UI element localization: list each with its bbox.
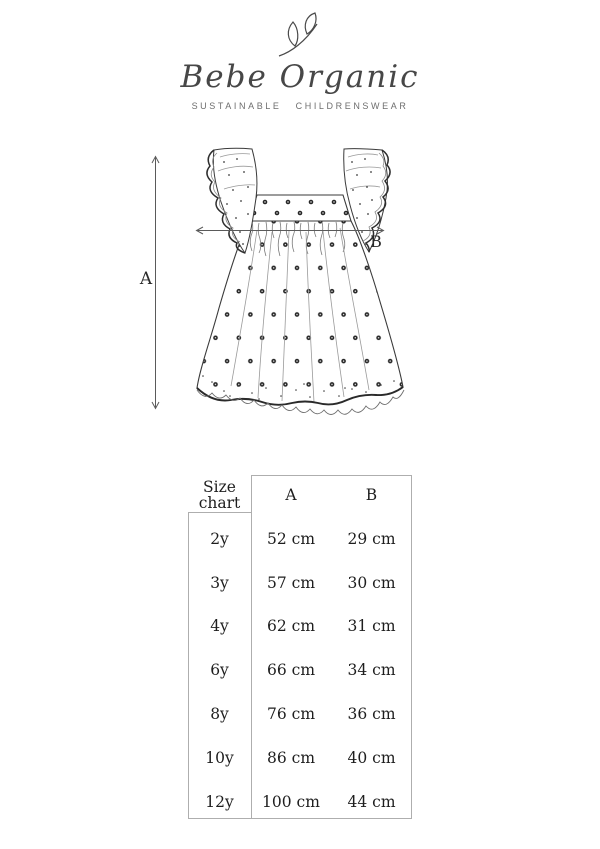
- table-header-size: Size chart: [198, 478, 241, 512]
- measurement-a-value: 57 cm: [266, 573, 316, 592]
- size-label: 2y: [210, 529, 229, 548]
- measurement-arrow-a: [152, 157, 159, 409]
- measurement-label-b: B: [370, 232, 382, 251]
- dress-illustration: [120, 135, 480, 435]
- measurement-b-value: 30 cm: [347, 573, 396, 592]
- table-header-a: A: [285, 486, 297, 504]
- measurement-b-value: 40 cm: [347, 748, 396, 767]
- measurement-label-a: A: [139, 269, 153, 289]
- size-label: 4y: [210, 617, 229, 636]
- table-header-b: B: [365, 486, 378, 504]
- size-label: 10y: [205, 748, 234, 767]
- measurement-a-value: 66 cm: [266, 661, 316, 680]
- size-chart-table: [188, 475, 412, 819]
- measurement-b-value: 31 cm: [347, 617, 396, 636]
- measurement-b-value: 36 cm: [347, 705, 396, 724]
- size-label: 6y: [210, 661, 229, 680]
- leaf-sprig-icon: [271, 12, 331, 58]
- measurement-b-value: 34 cm: [347, 661, 396, 680]
- measurement-b-value: 29 cm: [347, 529, 396, 548]
- size-label: 3y: [210, 573, 229, 592]
- measurement-a-value: 86 cm: [266, 748, 316, 767]
- left-ruffle-sleeve: [207, 148, 257, 253]
- measurement-a-value: 62 cm: [266, 617, 316, 636]
- dress-measurement-diagram: [120, 135, 480, 435]
- measurement-b-value: 44 cm: [347, 792, 396, 811]
- measurement-a-value: 76 cm: [266, 705, 316, 724]
- brand-tagline: SUSTAINABLE CHILDRENSWEAR: [191, 101, 409, 111]
- size-label: 12y: [205, 792, 234, 811]
- measurement-a-value: 100 cm: [262, 792, 320, 811]
- brand-name: Bebe Organic: [180, 59, 420, 95]
- size-label: 8y: [210, 705, 229, 724]
- dress-bodice: [249, 195, 351, 221]
- measurement-a-value: 52 cm: [266, 529, 316, 548]
